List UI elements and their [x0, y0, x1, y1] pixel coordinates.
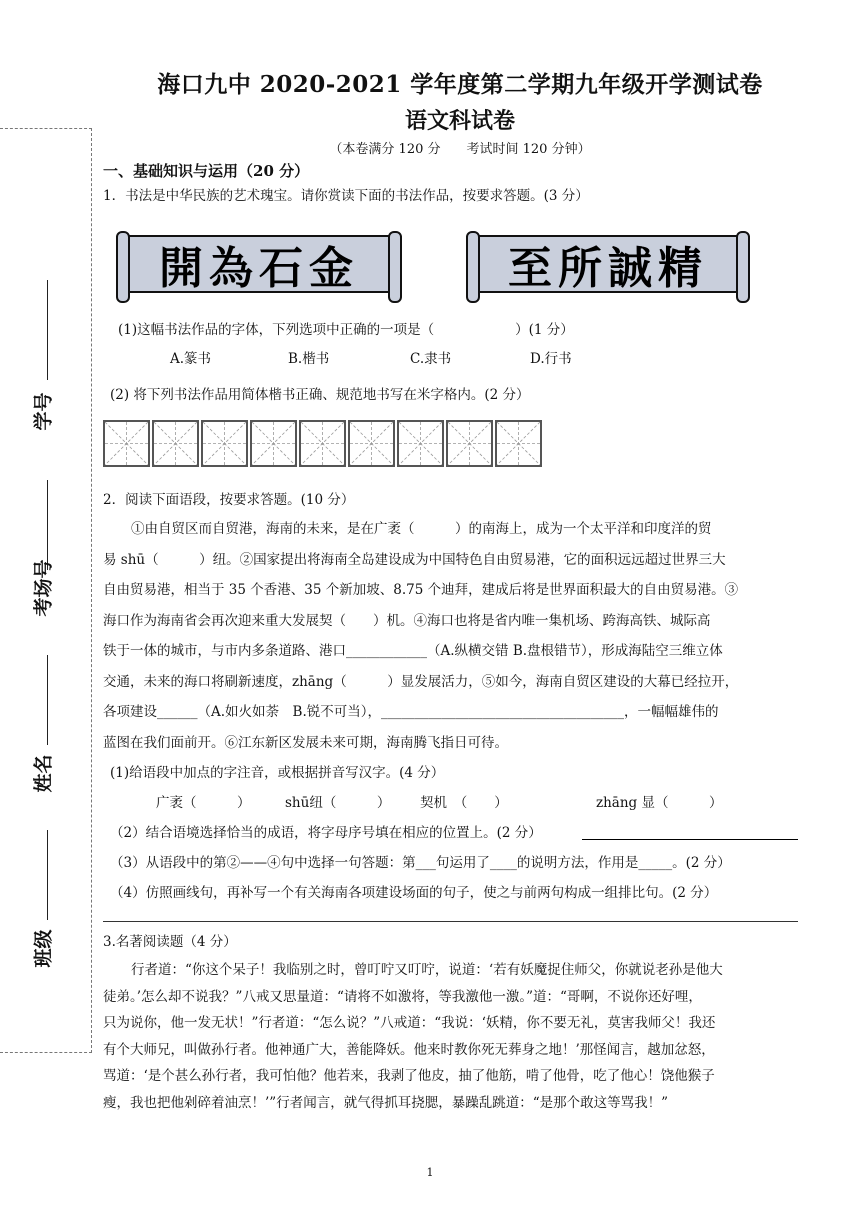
scroll-cap-left-2: [466, 231, 480, 303]
scroll-cap-left: [116, 231, 130, 303]
q3-line: 有个大师兄，叫做孙行者。他神通广大，善能降妖。他来时教你死无葬身之地！’那怪闻言，越加忿怒，: [103, 1041, 715, 1058]
exam-subtitle: 语文科试卷: [404, 108, 515, 134]
mi-grid-cell[interactable]: [495, 420, 542, 467]
page-number: 1: [426, 1166, 434, 1179]
q2-line: 蓝图在我们面前开。⑥江东新区发展未来可期，海南腾飞指日可待。: [103, 734, 508, 751]
q2-line: 易 shū（ ）纽。②国家提出将海南全岛建设成为中国特色自由贸易港，它的面积远远超过世界三大: [103, 551, 726, 568]
q3-line: 只为说你，他一发无状！”行者道：“怎么说？”八戒道：“我说：‘妖精，你不要无礼，莫害我师父！我还: [103, 1015, 716, 1031]
scroll-cap-right: [388, 231, 402, 303]
pinyin-item-3[interactable]: 契机 （ ）: [420, 795, 508, 811]
xingming-label[interactable]: 姓名: [32, 754, 55, 793]
pinyin-item-1[interactable]: 广袤（ ）: [156, 795, 251, 811]
kaochanghao-label[interactable]: 考场号: [32, 559, 55, 617]
banji-line: [47, 830, 48, 920]
xingming-line: [47, 655, 48, 745]
mi-grid-cell[interactable]: [348, 420, 395, 467]
q2-sub1: (1)给语段中加点的字注音，或根据拼音写汉字。(4 分）: [110, 765, 445, 781]
separator-line: [103, 921, 798, 922]
q2-sub3: （3）从语段中的第②——④句中选择一句答题：第___句运用了____的说明方法，作用是_____。(2 分）: [110, 855, 731, 871]
q2-sub2: （2）结合语境选择恰当的成语，将字母序号填在相应的位置上。(2 分）: [110, 825, 542, 841]
q2-line: 各项建设______（A.如火如荼 B.锐不可当），____________________________________，一幅幅雄伟的: [103, 704, 719, 720]
q2-line: ①由自贸区而自贸港，海南的未来，是在广袤（ ）的南海上，成为一个太平洋和印度洋的贸: [131, 521, 712, 537]
q2-paragraph: [103, 514, 803, 758]
q2-stem: 2．阅读下面语段，按要求答题。(10 分）: [103, 492, 355, 508]
q3-paragraph: [103, 957, 803, 1116]
xuehao-label[interactable]: 学号: [32, 392, 55, 431]
kaochanghao-line: [47, 480, 48, 570]
exam-note: （本卷满分 120 分 考试时间 120 分钟）: [329, 142, 591, 157]
q2-line: 自由贸易港，相当于 35 个香港、35 个新加坡、8.75 个迪拜，建成后将是世界面积最大的自由贸易港。③: [103, 582, 739, 598]
exam-title: 海口九中 2020-2021 学年度第二学期九年级开学测试卷: [157, 71, 763, 98]
answer-line[interactable]: [582, 839, 798, 840]
mi-grid-cell[interactable]: [299, 420, 346, 467]
option-c[interactable]: C.隶书: [410, 351, 452, 367]
q3-line: 行者道：“你这个呆子！我临别之时，曾叮咛又叮咛，说道：‘若有妖魔捉住师父，你就说老孙是他大: [131, 962, 723, 978]
pinyin-item-4[interactable]: zhāng 显（ ）: [596, 795, 723, 811]
q1-sub2: (2) 将下列书法作品用简体楷书正确、规范地书写在米字格内。(2 分）: [110, 387, 530, 403]
mi-grid-cell[interactable]: [103, 420, 150, 467]
calligraphy-text-right: 至所誠精: [508, 243, 708, 294]
mi-grid-cell[interactable]: [152, 420, 199, 467]
q1-sub1: (1)这幅书法作品的字体，下列选项中正确的一项是（ ）(1 分）: [118, 322, 574, 338]
calligraphy-text-left: 開為石金: [159, 243, 359, 294]
calligraphy-scroll-left: [120, 235, 398, 293]
q2-sub4: （4）仿照画线句，再补写一个有关海南各项建设场面的句子，使之与前两句构成一组排比句。(2 分）: [110, 885, 718, 901]
section1-heading: 一、基础知识与运用（20 分）: [103, 162, 310, 180]
q1-stem: 1．书法是中华民族的艺术瑰宝。请你赏读下面的书法作品，按要求答题。(3 分）: [103, 188, 589, 204]
option-b[interactable]: B.楷书: [288, 351, 330, 367]
calligraphy-scroll-right: [470, 235, 746, 293]
mi-grid-cell[interactable]: [446, 420, 493, 467]
pinyin-item-2[interactable]: shū纽（ ）: [285, 795, 391, 811]
scroll-cap-right-2: [736, 231, 750, 303]
xuehao-line: [47, 280, 48, 380]
mi-grid: [103, 420, 544, 467]
q2-line: 铁于一体的城市，与市内多条道路、港口____________（A.纵横交错 B.盘根错节），形成海陆空三维立体: [103, 643, 723, 659]
q3-heading: 3.名著阅读题（4 分）: [103, 934, 237, 950]
banji-label[interactable]: 班级: [32, 929, 55, 968]
q3-line: 徒弟。’怎么却不说我？”八戒又思量道：“请将不如激将，等我激他一激。”道：“哥啊，不说你还好哩，: [103, 988, 702, 1005]
q3-line: 骂道：‘是个甚么孙行者，我可怕他？他若来，我剥了他皮，抽了他筋，啃了他骨，吃了他心！饶他猴子: [103, 1068, 715, 1084]
mi-grid-cell[interactable]: [397, 420, 444, 467]
option-d[interactable]: D.行书: [530, 351, 572, 367]
option-a[interactable]: A.篆书: [170, 351, 212, 367]
mi-grid-cell[interactable]: [250, 420, 297, 467]
q2-line: 海口作为海南省会再次迎来重大发展契（ ）机。④海口也将是省内唯一集机场、跨海高铁、城际高: [103, 612, 711, 629]
q2-line: 交通，未来的海口将刷新速度，zhāng（ ）显发展活力，⑤如今，海南自贸区建设的大幕已经拉开，: [103, 673, 739, 690]
q3-line: 瘦，我也把他剁碎着油烹！’”行者闻言，就气得抓耳挠腮，暴躁乱跳道：“是那个敢这等骂我！”: [103, 1094, 668, 1111]
mi-grid-cell[interactable]: [201, 420, 248, 467]
